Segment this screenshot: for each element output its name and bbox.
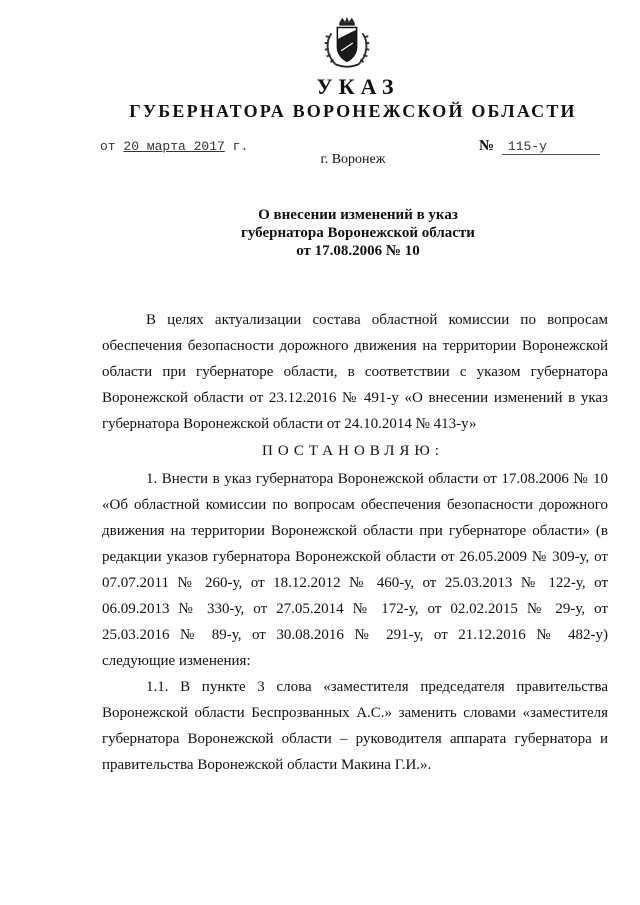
date-prefix: от <box>100 139 116 154</box>
text-line: обеспечения безопасности дорожного движения на территории Воронежской <box>102 338 608 354</box>
text-line: В целях актуализации состава областной комиссии по вопросам <box>146 312 608 328</box>
text-line: 25.03.2016 № 89-у, от 30.08.2016 № 291-у, от 21.12.2016 № 482-у) <box>102 627 608 643</box>
subject-line: от 17.08.2006 № 10 <box>296 243 420 259</box>
text-line: губернатора Воронежской области – руководителя аппарата губернатора и <box>102 731 608 747</box>
text-line: следующие изменения: <box>102 653 251 669</box>
text-line: 1.1. В пункте 3 слова «заместителя председателя правительства <box>146 679 608 695</box>
text-line: области при губернаторе области, в соответствии с указом губернатора <box>102 364 608 380</box>
number-sign: № <box>479 138 495 154</box>
document-title: УКАЗ <box>316 74 400 99</box>
date-suffix: г. <box>232 139 249 154</box>
text-line: 07.07.2011 № 260-у, от 18.12.2012 № 460-у, от 25.03.2013 № 122-у, от <box>102 575 608 591</box>
text-line: Воронежской области от 23.12.2016 № 491-у «О внесении изменений в указ <box>102 390 608 406</box>
text-line: Воронежской области Беспрозванных А.С.» заменить словами «заместителя <box>102 705 608 721</box>
text-line: губернатора Воронежской области от 24.10.2014 № 413-у» <box>102 416 477 432</box>
text-line: 1. Внести в указ губернатора Воронежской области от 17.08.2006 № 10 <box>146 471 608 487</box>
text-line: «Об областной комиссии по вопросам обеспечения безопасности дорожного <box>102 497 608 513</box>
text-line: движения на территории Воронежской области при губернаторе области» (в <box>102 523 608 539</box>
decree-subject <box>0 206 640 260</box>
document-issuer: ГУБЕРНАТОРА ВОРОНЕЖСКОЙ ОБЛАСТИ <box>129 101 577 121</box>
number-value: 115-у <box>502 139 600 155</box>
item-1-1-paragraph <box>102 674 608 778</box>
text-line: редакции указов губернатора Воронежской области от 26.05.2009 № 309-у, от <box>102 549 608 565</box>
preamble-paragraph <box>102 307 608 437</box>
text-line: 06.09.2013 № 330-у, от 27.05.2014 № 172-у, от 02.02.2015 № 29-у, от <box>102 601 608 617</box>
issue-city: г. Воронеж <box>320 152 386 167</box>
coat-of-arms-emblem <box>318 14 376 72</box>
text-line: правительства Воронежской области Макина Г.И.». <box>102 757 432 773</box>
item-1-paragraph <box>102 466 608 674</box>
subject-line: О внесении изменений в указ <box>258 207 458 223</box>
date-value: 20 марта 2017 <box>123 139 225 154</box>
subject-line: губернатора Воронежской области <box>241 225 475 241</box>
resolve-heading: ПОСТАНОВЛЯЮ: <box>262 443 444 459</box>
